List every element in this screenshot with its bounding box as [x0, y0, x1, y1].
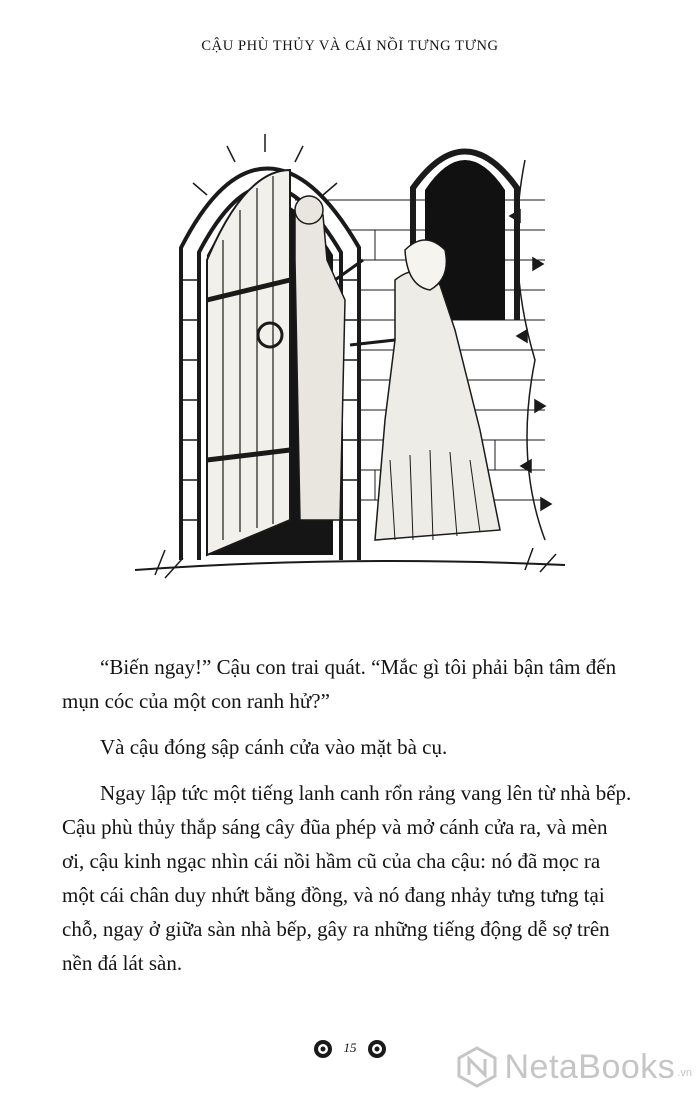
- watermark-text: NetaBooks: [504, 1047, 676, 1086]
- page-number: 15: [343, 1039, 357, 1055]
- running-head: CẬU PHÙ THỦY VÀ CÁI NỒI TƯNG TƯNG: [201, 38, 499, 54]
- paragraph: Ngay lập tức một tiếng lanh canh rổn rảng vang lên từ nhà bếp. Cậu phù thủy thắp sáng cây đũa phép và mở cánh cửa ra, và mèn ơi, cậu kinh ngạc nhìn cái nồi hầm cũ của cha cậu: nó đã mọc ra một cái chân duy nhứt bằng đồng, và nó đang nhảy tưng tưng tại chỗ, ngay ở giữa sàn nhà bếp, gây ra những tiếng động dễ sợ trên nền đá lát sàn.: [62, 781, 632, 975]
- illustration: [95, 100, 595, 600]
- paragraph: Và cậu đóng sập cánh cửa vào mặt bà cụ.: [100, 735, 448, 759]
- watermark: [456, 1046, 692, 1088]
- rose-ornament-icon: [312, 1038, 334, 1060]
- paragraph: “Biến ngay!” Cậu con trai quát. “Mắc gì tôi phải bận tâm đến mụn cóc của một con ranh hử?”: [62, 655, 617, 713]
- watermark-suffix: .vn: [677, 1067, 692, 1079]
- netabooks-logo-icon: [456, 1046, 498, 1088]
- rose-ornament-icon: [366, 1038, 388, 1060]
- body-text: [62, 650, 632, 980]
